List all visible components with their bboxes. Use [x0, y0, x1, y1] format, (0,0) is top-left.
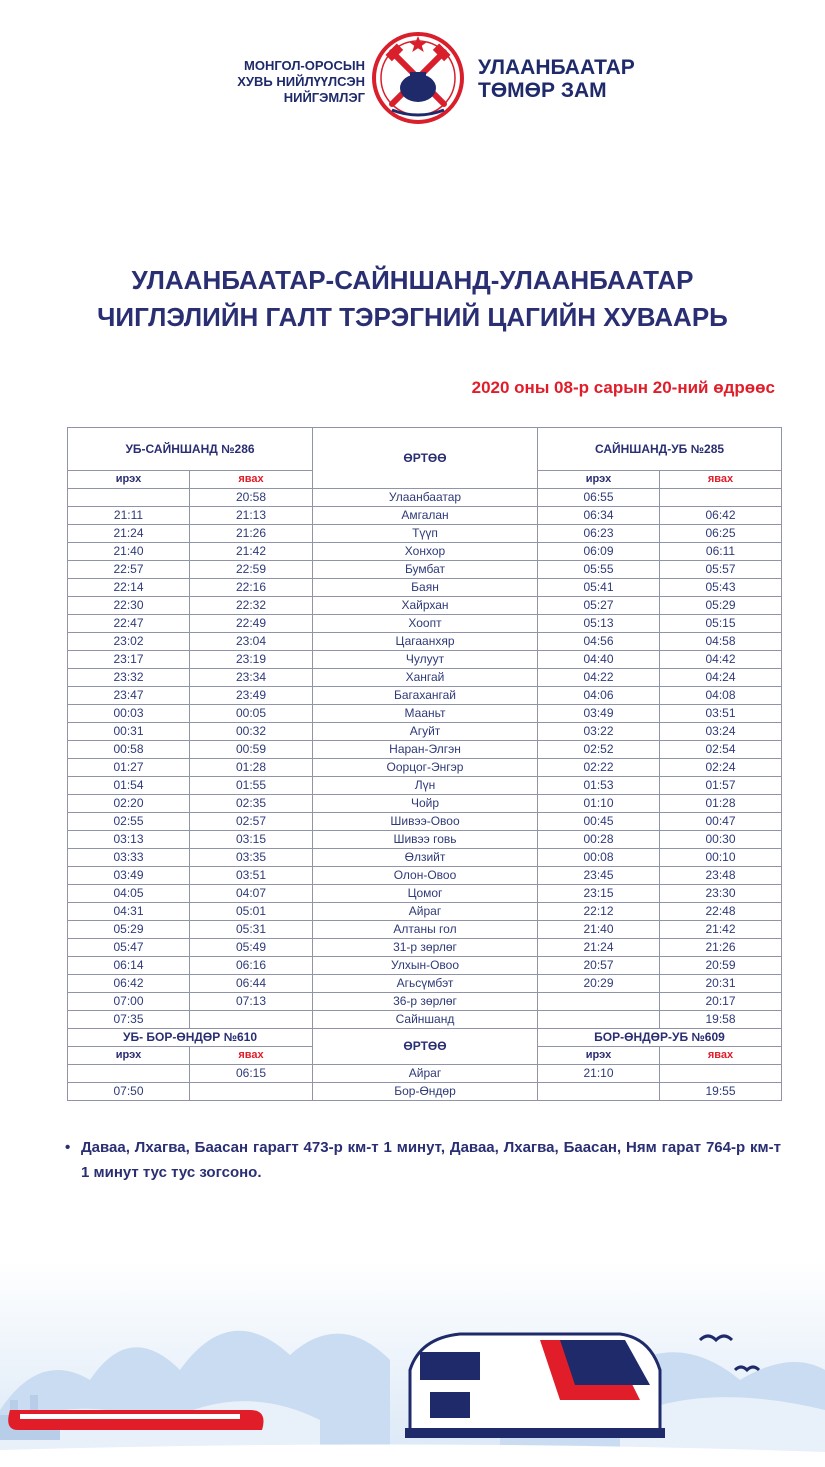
arrive-time: 01:53 [538, 777, 660, 795]
station-header: ӨРТӨӨ [313, 1029, 538, 1065]
schedule-row [68, 489, 782, 507]
depart-time: 01:28 [660, 795, 782, 813]
depart-time: 00:30 [660, 831, 782, 849]
arrive-time: 21:24 [68, 525, 190, 543]
station-name: Өлзийт [313, 849, 538, 867]
schedule-row [68, 921, 782, 939]
depart-time: 21:42 [660, 921, 782, 939]
arrive-label: ирэх [68, 1047, 190, 1065]
depart-label: явах [190, 1047, 313, 1065]
arrive-time: 22:30 [68, 597, 190, 615]
arrive-time: 00:58 [68, 741, 190, 759]
arrive-time: 00:28 [538, 831, 660, 849]
depart-time: 03:35 [190, 849, 313, 867]
arrive-time [68, 1065, 190, 1083]
depart-time: 19:55 [660, 1083, 782, 1101]
arrive-time: 07:35 [68, 1011, 190, 1029]
org-right-name [478, 56, 678, 102]
arrive-time: 04:05 [68, 885, 190, 903]
note-text: Даваа, Лхагва, Баасан гарагт 473-р км-т 1 минут, Даваа, Лхагва, Баасан, Ням гарат 764-р км-т 1 минут тус тус зогсоно. [81, 1139, 781, 1181]
station-name: Шивээ-Овоо [313, 813, 538, 831]
schedule-row [68, 651, 782, 669]
schedule-row [68, 507, 782, 525]
station-name: Бумбат [313, 561, 538, 579]
arrive-time: 22:14 [68, 579, 190, 597]
depart-time: 21:13 [190, 507, 313, 525]
depart-time: 06:16 [190, 957, 313, 975]
station-name: Түүп [313, 525, 538, 543]
depart-time: 05:31 [190, 921, 313, 939]
schedule-table [67, 427, 782, 1101]
arrive-label: ирэх [538, 1047, 660, 1065]
arrive-time [538, 993, 660, 1011]
station-name: Баян [313, 579, 538, 597]
effective-date: 2020 оны 08-р сарын 20-ний өдрөөс [471, 378, 775, 397]
schedule-row [68, 957, 782, 975]
depart-time: 00:59 [190, 741, 313, 759]
arrive-time: 05:13 [538, 615, 660, 633]
arrive-time: 21:10 [538, 1065, 660, 1083]
depart-time: 20:59 [660, 957, 782, 975]
arrive-time: 03:22 [538, 723, 660, 741]
schedule-row [68, 633, 782, 651]
arrive-time: 20:29 [538, 975, 660, 993]
depart-time [660, 1065, 782, 1083]
title-line: УЛААНБААТАР-САЙНШАНД-УЛААНБААТАР [131, 265, 694, 295]
schedule-row [68, 1065, 782, 1083]
arrive-time: 04:06 [538, 687, 660, 705]
schedule-row [68, 795, 782, 813]
arrive-time: 00:31 [68, 723, 190, 741]
arrive-time: 00:08 [538, 849, 660, 867]
arrive-time: 05:41 [538, 579, 660, 597]
arrive-time: 05:29 [68, 921, 190, 939]
arrive-time: 07:00 [68, 993, 190, 1011]
arrive-time: 03:33 [68, 849, 190, 867]
arrive-time: 03:49 [538, 705, 660, 723]
schedule-row [68, 885, 782, 903]
schedule-body [68, 428, 782, 1101]
schedule-row [68, 777, 782, 795]
arrive-time: 02:52 [538, 741, 660, 759]
arrive-time: 23:32 [68, 669, 190, 687]
depart-time: 04:07 [190, 885, 313, 903]
bullet-icon: • [65, 1139, 71, 1156]
org-right-line: УЛААНБААТАР [478, 56, 635, 79]
arrive-time: 23:47 [68, 687, 190, 705]
org-left-line: ХУВЬ НИЙЛҮҮЛСЭН [237, 74, 365, 89]
org-left-name [185, 58, 365, 106]
arrive-time: 01:27 [68, 759, 190, 777]
arrive-time [68, 489, 190, 507]
train-610-header: УБ- БОР-ӨНДӨР №610 [68, 1029, 313, 1047]
depart-time: 23:34 [190, 669, 313, 687]
depart-time: 21:42 [190, 543, 313, 561]
depart-time: 23:19 [190, 651, 313, 669]
schedule-row [68, 579, 782, 597]
depart-time: 22:49 [190, 615, 313, 633]
depart-time: 23:04 [190, 633, 313, 651]
schedule-row [68, 543, 782, 561]
station-header: ӨРТӨӨ [313, 428, 538, 489]
schedule-row [68, 597, 782, 615]
station-name: Улаанбаатар [313, 489, 538, 507]
station-name: Оорцог-Энгэр [313, 759, 538, 777]
railway-emblem-icon [370, 28, 466, 130]
depart-time: 04:58 [660, 633, 782, 651]
arrive-time: 06:09 [538, 543, 660, 561]
depart-time: 01:28 [190, 759, 313, 777]
schedule-row [68, 705, 782, 723]
train-286-header: УБ-САЙНШАНД №286 [68, 428, 313, 471]
arrive-time: 01:10 [538, 795, 660, 813]
depart-time: 05:01 [190, 903, 313, 921]
station-name: Амгалан [313, 507, 538, 525]
station-name: Цагаанхяр [313, 633, 538, 651]
depart-time: 00:32 [190, 723, 313, 741]
arrive-time [538, 1011, 660, 1029]
header [0, 28, 825, 138]
schedule-row [68, 813, 782, 831]
arrive-time: 00:45 [538, 813, 660, 831]
arrive-time: 02:20 [68, 795, 190, 813]
arrive-time: 22:47 [68, 615, 190, 633]
arrive-time: 23:17 [68, 651, 190, 669]
station-name: Хангай [313, 669, 538, 687]
depart-time: 21:26 [660, 939, 782, 957]
depart-label: явах [660, 471, 782, 489]
arrive-time: 00:03 [68, 705, 190, 723]
train-285-header: САЙНШАНД-УБ №285 [538, 428, 782, 471]
train-609-header: БОР-ӨНДӨР-УБ №609 [538, 1029, 782, 1047]
depart-time: 04:08 [660, 687, 782, 705]
depart-time: 23:48 [660, 867, 782, 885]
depart-time: 02:35 [190, 795, 313, 813]
schedule-row [68, 669, 782, 687]
station-name: Багахангай [313, 687, 538, 705]
arrive-time: 23:02 [68, 633, 190, 651]
depart-time: 07:13 [190, 993, 313, 1011]
depart-time: 00:47 [660, 813, 782, 831]
schedule-row [68, 975, 782, 993]
schedule-row [68, 831, 782, 849]
arrive-label: ирэх [68, 471, 190, 489]
depart-time [660, 489, 782, 507]
depart-time: 03:15 [190, 831, 313, 849]
depart-time: 04:24 [660, 669, 782, 687]
schedule-row [68, 1011, 782, 1029]
arrive-time: 23:15 [538, 885, 660, 903]
station-name: Айраг [313, 903, 538, 921]
station-name: Айраг [313, 1065, 538, 1083]
schedule-row [68, 849, 782, 867]
stop-note [65, 1135, 781, 1185]
depart-time: 06:25 [660, 525, 782, 543]
depart-time: 03:24 [660, 723, 782, 741]
arrive-time: 21:11 [68, 507, 190, 525]
depart-time: 22:16 [190, 579, 313, 597]
depart-time: 05:43 [660, 579, 782, 597]
station-name: Бор-Өндөр [313, 1083, 538, 1101]
org-left-line: МОНГОЛ-ОРОСЫН [244, 58, 365, 73]
depart-time [190, 1011, 313, 1029]
depart-time [190, 1083, 313, 1101]
depart-time: 05:29 [660, 597, 782, 615]
arrive-time: 04:56 [538, 633, 660, 651]
depart-time: 19:58 [660, 1011, 782, 1029]
arrive-time: 21:40 [68, 543, 190, 561]
station-name: Лүн [313, 777, 538, 795]
depart-time: 03:51 [660, 705, 782, 723]
schedule-row [68, 867, 782, 885]
station-name: 31-р зөрлөг [313, 939, 538, 957]
depart-time: 05:15 [660, 615, 782, 633]
depart-time: 21:26 [190, 525, 313, 543]
depart-time: 20:17 [660, 993, 782, 1011]
train-landscape-illustration [0, 1260, 825, 1467]
schedule-row [68, 723, 782, 741]
station-name: Наран-Элгэн [313, 741, 538, 759]
arrive-time: 03:13 [68, 831, 190, 849]
schedule-row [68, 561, 782, 579]
page-title [0, 262, 825, 336]
arrive-time: 06:42 [68, 975, 190, 993]
station-name: Цомог [313, 885, 538, 903]
schedule-row [68, 615, 782, 633]
arrive-time: 01:54 [68, 777, 190, 795]
title-line: ЧИГЛЭЛИЙН ГАЛТ ТЭРЭГНИЙ ЦАГИЙН ХУВААРЬ [97, 302, 728, 332]
schedule-row [68, 759, 782, 777]
org-left-line: НИЙГЭМЛЭГ [283, 90, 365, 105]
station-name: Улхын-Овоо [313, 957, 538, 975]
depart-time: 01:55 [190, 777, 313, 795]
station-name: 36-р зөрлөг [313, 993, 538, 1011]
arrive-time: 03:49 [68, 867, 190, 885]
station-name: Агьсүмбэт [313, 975, 538, 993]
station-name: Хайрхан [313, 597, 538, 615]
arrive-time: 04:40 [538, 651, 660, 669]
schedule-row [68, 525, 782, 543]
depart-time: 22:59 [190, 561, 313, 579]
depart-time: 02:54 [660, 741, 782, 759]
depart-time: 22:32 [190, 597, 313, 615]
arrive-time [538, 1083, 660, 1101]
depart-time: 01:57 [660, 777, 782, 795]
depart-time: 06:11 [660, 543, 782, 561]
depart-label: явах [660, 1047, 782, 1065]
depart-time: 06:42 [660, 507, 782, 525]
arrive-time: 05:55 [538, 561, 660, 579]
arrive-time: 20:57 [538, 957, 660, 975]
depart-time: 20:31 [660, 975, 782, 993]
schedule-row [68, 903, 782, 921]
arrive-time: 04:22 [538, 669, 660, 687]
depart-time: 05:49 [190, 939, 313, 957]
arrive-time: 22:57 [68, 561, 190, 579]
arrive-time: 04:31 [68, 903, 190, 921]
station-name: Олон-Овоо [313, 867, 538, 885]
schedule-row [68, 1083, 782, 1101]
header-row [68, 428, 782, 471]
arrive-time: 06:14 [68, 957, 190, 975]
depart-time: 02:57 [190, 813, 313, 831]
station-name: Мааньт [313, 705, 538, 723]
arrive-label: ирэх [538, 471, 660, 489]
depart-time: 06:15 [190, 1065, 313, 1083]
arrive-time: 21:40 [538, 921, 660, 939]
depart-time: 02:24 [660, 759, 782, 777]
depart-time: 22:48 [660, 903, 782, 921]
arrive-time: 06:23 [538, 525, 660, 543]
depart-time: 00:10 [660, 849, 782, 867]
station-name: Чойр [313, 795, 538, 813]
arrive-time: 22:12 [538, 903, 660, 921]
schedule-row [68, 687, 782, 705]
depart-time: 23:49 [190, 687, 313, 705]
depart-time: 03:51 [190, 867, 313, 885]
depart-time: 04:42 [660, 651, 782, 669]
depart-time: 00:05 [190, 705, 313, 723]
arrive-time: 21:24 [538, 939, 660, 957]
arrive-time: 02:22 [538, 759, 660, 777]
depart-time: 06:44 [190, 975, 313, 993]
arrive-time: 05:27 [538, 597, 660, 615]
org-right-line: ТӨМӨР ЗАМ [478, 79, 607, 102]
depart-label: явах [190, 471, 313, 489]
depart-time: 05:57 [660, 561, 782, 579]
station-name: Алтаны гол [313, 921, 538, 939]
arrive-time: 06:55 [538, 489, 660, 507]
arrive-time: 07:50 [68, 1083, 190, 1101]
depart-time: 20:58 [190, 489, 313, 507]
arrive-time: 06:34 [538, 507, 660, 525]
schedule-row [68, 741, 782, 759]
station-name: Хоопт [313, 615, 538, 633]
schedule-row [68, 939, 782, 957]
station-name: Хонхор [313, 543, 538, 561]
arrive-time: 05:47 [68, 939, 190, 957]
header-row [68, 1029, 782, 1047]
depart-time: 23:30 [660, 885, 782, 903]
station-name: Сайншанд [313, 1011, 538, 1029]
arrive-time: 23:45 [538, 867, 660, 885]
schedule-row [68, 993, 782, 1011]
station-name: Чулуут [313, 651, 538, 669]
station-name: Агуйт [313, 723, 538, 741]
arrive-time: 02:55 [68, 813, 190, 831]
station-name: Шивээ говь [313, 831, 538, 849]
